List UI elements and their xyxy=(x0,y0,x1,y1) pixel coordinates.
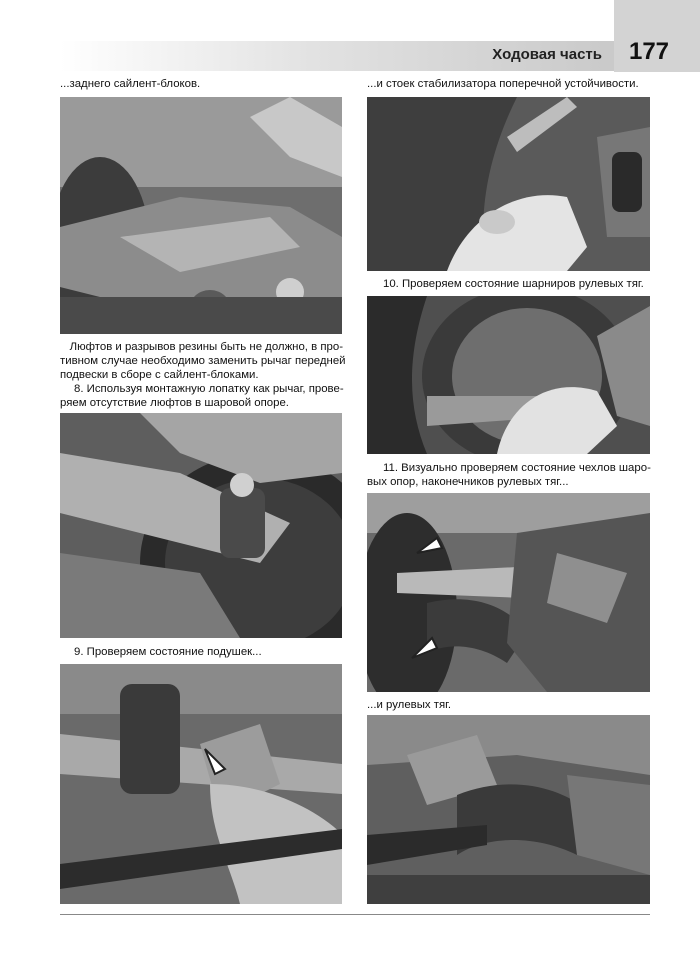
right-caption-11-line-2: вых опор, наконечников рулевых тяг... xyxy=(367,476,569,488)
right-caption-bottom: ...и рулевых тяг. xyxy=(367,699,452,711)
photo-tie-rod-joints xyxy=(367,296,650,454)
right-caption-top: ...и стоек стабилизатора поперечной устойчивости. xyxy=(367,78,639,90)
photo-boots-overview xyxy=(367,493,650,692)
left-caption-9: 9. Проверяем состояние подушек... xyxy=(74,646,262,658)
left-para-1-line-2: тивном случае необходимо заменить рычаг передней xyxy=(60,355,346,367)
photo-stabilizer-links xyxy=(367,97,650,271)
page-number: 177 xyxy=(628,38,670,65)
left-para-1-line-1: Люфтов и разрывов резины быть не должно, в про- xyxy=(69,341,343,353)
photo-lever-silent-blocks xyxy=(60,97,342,334)
right-caption-10: 10. Проверяем состояние шарниров рулевых тяг. xyxy=(383,278,644,290)
footer-rule xyxy=(60,914,650,915)
left-para-2-line-2: ряем отсутствие люфтов в шаровой опоре. xyxy=(60,397,289,409)
left-para-2-line-1: 8. Используя монтажную лопатку как рычаг, прове- xyxy=(74,383,344,395)
photo-bushings xyxy=(60,664,342,904)
photo-steering-rods xyxy=(367,715,650,904)
photo-ball-joint xyxy=(60,413,342,638)
left-para-1-line-3: подвески в сборе с сайлент-блоками. xyxy=(60,369,259,381)
right-caption-11-line-1: 11. Визуально проверяем состояние чехлов шаро- xyxy=(383,462,651,474)
left-caption-top: ...заднего сайлент-блоков. xyxy=(60,78,201,90)
section-title: Ходовая часть xyxy=(492,46,602,63)
